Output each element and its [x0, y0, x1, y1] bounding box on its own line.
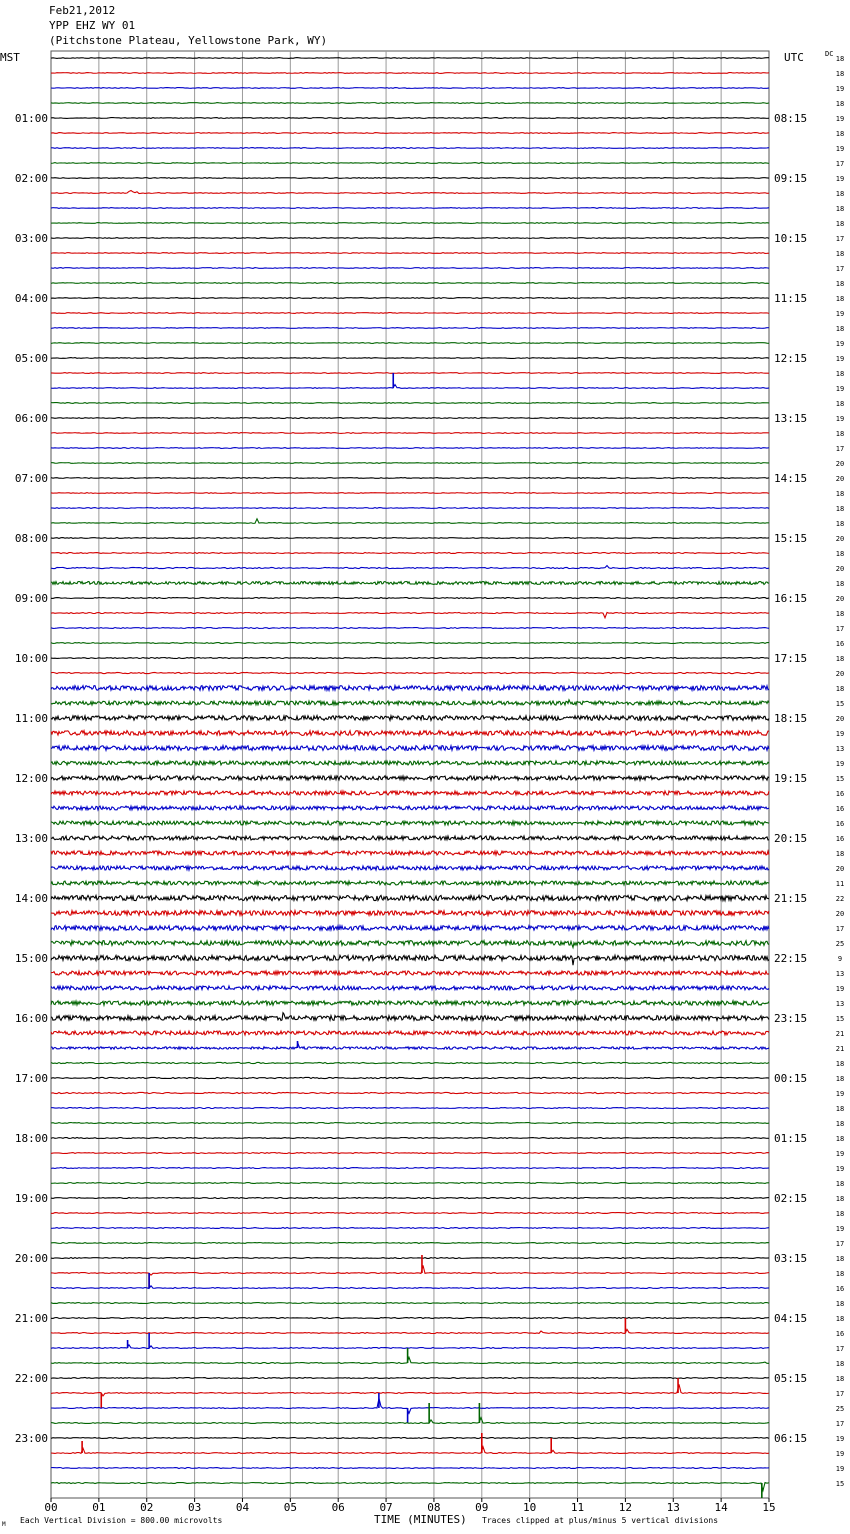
trace-32 — [51, 538, 769, 539]
trace-36 — [51, 598, 769, 599]
trace-50 — [51, 806, 769, 810]
dc-value-95: 15 — [835, 1480, 845, 1488]
trace-22 — [51, 385, 769, 389]
trace-60 — [51, 955, 769, 965]
trace-9 — [51, 191, 769, 194]
utc-hour-label-4: 11:15 — [774, 292, 808, 305]
dc-value-94: 19 — [835, 1465, 845, 1473]
dc-value-60: 9 — [837, 955, 843, 963]
x-tick-label-12: 12 — [618, 1501, 633, 1514]
dc-value-33: 18 — [835, 550, 845, 558]
dc-value-39: 16 — [835, 640, 845, 648]
x-tick-label-00: 00 — [44, 1501, 58, 1514]
trace-33 — [51, 553, 769, 554]
dc-value-24: 19 — [835, 415, 845, 423]
utc-hour-label-1: 08:15 — [774, 112, 808, 125]
utc-hour-label-10: 17:15 — [774, 652, 808, 665]
dc-value-63: 13 — [835, 1000, 845, 1008]
x-tick-label-06: 06 — [331, 1501, 345, 1514]
dc-value-44: 20 — [835, 715, 845, 723]
dc-value-92: 19 — [835, 1435, 845, 1443]
dc-value-55: 11 — [835, 880, 845, 888]
dc-value-82: 16 — [835, 1285, 845, 1293]
utc-hour-label-19: 02:15 — [774, 1192, 808, 1205]
trace-27 — [51, 463, 769, 464]
x-tick-label-10: 10 — [523, 1501, 537, 1514]
x-tick-label-07: 07 — [379, 1501, 393, 1514]
utc-hour-label-8: 15:15 — [774, 532, 808, 545]
dc-value-45: 19 — [835, 730, 845, 738]
dc-value-29: 18 — [835, 490, 845, 498]
utc-hour-label-22: 05:15 — [774, 1372, 808, 1385]
trace-11 — [51, 223, 769, 224]
x-axis-title: TIME (MINUTES) — [374, 1513, 467, 1526]
station-label: YPP EHZ WY 01 — [49, 19, 136, 32]
trace-63 — [51, 1001, 769, 1005]
trace-42 — [51, 686, 769, 691]
trace-54 — [51, 866, 769, 870]
mst-hour-label-23: 23:00 — [14, 1432, 48, 1445]
utc-hour-label-17: 00:15 — [774, 1072, 808, 1085]
trace-65 — [51, 1031, 769, 1035]
dc-value-31: 18 — [835, 520, 845, 528]
mst-hour-label-20: 20:00 — [14, 1252, 48, 1265]
trace-20 — [51, 358, 769, 359]
mst-hour-label-21: 21:00 — [14, 1312, 48, 1325]
trace-62 — [51, 986, 769, 990]
x-tick-label-01: 01 — [92, 1501, 106, 1514]
dc-value-83: 18 — [835, 1300, 845, 1308]
trace-4 — [51, 118, 769, 119]
trace-18 — [51, 328, 769, 329]
dc-value-59: 25 — [835, 940, 845, 948]
trace-66 — [51, 1043, 769, 1049]
mst-hour-label-11: 11:00 — [14, 712, 48, 725]
dc-value-12: 17 — [835, 235, 845, 243]
dc-value-36: 20 — [835, 595, 845, 603]
mst-hour-label-7: 07:00 — [14, 472, 48, 485]
dc-value-32: 20 — [835, 535, 845, 543]
trace-77 — [51, 1213, 769, 1214]
trace-68 — [51, 1077, 769, 1078]
date-label: Feb21,2012 — [49, 4, 116, 17]
utc-hour-label-18: 01:15 — [774, 1132, 808, 1145]
dc-value-11: 18 — [835, 220, 845, 228]
dc-value-10: 18 — [835, 205, 845, 213]
utc-hour-label-5: 12:15 — [774, 352, 808, 365]
trace-72 — [51, 1138, 769, 1139]
trace-85 — [51, 1329, 769, 1333]
clip-note: Traces clipped at plus/minus 5 vertical divisions — [482, 1516, 719, 1525]
trace-43 — [51, 700, 769, 705]
trace-6 — [51, 148, 769, 149]
trace-89 — [51, 1384, 769, 1396]
mst-hour-label-14: 14:00 — [14, 892, 48, 905]
trace-53 — [51, 851, 769, 855]
dc-value-34: 20 — [835, 565, 845, 573]
dc-value-77: 18 — [835, 1210, 845, 1218]
dc-value-71: 18 — [835, 1120, 845, 1128]
mst-hour-label-1: 01:00 — [14, 112, 48, 125]
dc-value-40: 18 — [835, 655, 845, 663]
dc-value-61: 13 — [835, 970, 845, 978]
x-tick-label-08: 08 — [427, 1501, 441, 1514]
trace-90 — [51, 1398, 769, 1413]
trace-1 — [51, 73, 769, 74]
dc-value-8: 19 — [835, 175, 845, 183]
dc-value-3: 18 — [835, 100, 845, 108]
trace-78 — [51, 1228, 769, 1229]
mst-hour-label-9: 09:00 — [14, 592, 48, 605]
trace-44 — [51, 716, 769, 721]
grid-layer — [44, 51, 775, 1514]
corner-mark: M — [2, 1521, 6, 1528]
trace-31 — [51, 519, 769, 524]
dc-value-17: 19 — [835, 310, 845, 318]
dc-label: DC — [825, 50, 834, 58]
trace-91 — [51, 1418, 769, 1424]
trace-74 — [51, 1168, 769, 1169]
trace-10 — [51, 208, 769, 209]
dc-value-58: 17 — [835, 925, 845, 933]
dc-value-51: 16 — [835, 820, 845, 828]
x-tick-label-09: 09 — [475, 1501, 489, 1514]
x-tick-label-02: 02 — [140, 1501, 154, 1514]
dc-value-21: 18 — [835, 370, 845, 378]
utc-hour-label-16: 23:15 — [774, 1012, 808, 1025]
dc-value-91: 17 — [835, 1420, 845, 1428]
mst-zone-label: MST — [0, 51, 20, 64]
dc-value-0: 18 — [835, 55, 845, 63]
trace-94 — [51, 1468, 769, 1469]
mst-hour-label-12: 12:00 — [14, 772, 48, 785]
trace-88 — [51, 1378, 769, 1379]
mst-hour-label-3: 03:00 — [14, 232, 48, 245]
dc-value-1: 18 — [835, 70, 845, 78]
trace-7 — [51, 163, 769, 164]
dc-value-90: 25 — [835, 1405, 845, 1413]
dc-value-62: 19 — [835, 985, 845, 993]
dc-value-4: 19 — [835, 115, 845, 123]
trace-40 — [51, 658, 769, 659]
dc-value-74: 19 — [835, 1165, 845, 1173]
trace-64 — [51, 1013, 769, 1021]
dc-value-87: 18 — [835, 1360, 845, 1368]
mst-hour-label-8: 08:00 — [14, 532, 48, 545]
mst-hour-label-18: 18:00 — [14, 1132, 48, 1145]
dc-value-89: 17 — [835, 1390, 845, 1398]
utc-hour-label-13: 20:15 — [774, 832, 808, 845]
trace-48 — [51, 776, 769, 780]
trace-3 — [51, 103, 769, 104]
x-tick-label-03: 03 — [187, 1501, 202, 1514]
trace-86 — [51, 1345, 769, 1349]
trace-13 — [51, 253, 769, 254]
dc-value-9: 18 — [835, 190, 845, 198]
trace-49 — [51, 791, 769, 795]
dc-value-81: 18 — [835, 1270, 845, 1278]
dc-value-27: 20 — [835, 460, 845, 468]
dc-value-35: 18 — [835, 580, 845, 588]
dc-value-78: 19 — [835, 1225, 845, 1233]
utc-zone-label: UTC — [784, 51, 804, 64]
dc-value-28: 20 — [835, 475, 845, 483]
trace-93 — [51, 1447, 769, 1454]
dc-value-86: 17 — [835, 1345, 845, 1353]
dc-value-66: 21 — [835, 1045, 845, 1053]
x-tick-label-11: 11 — [570, 1501, 585, 1514]
dc-value-6: 19 — [835, 145, 845, 153]
trace-76 — [51, 1198, 769, 1199]
dc-value-25: 18 — [835, 430, 845, 438]
dc-value-46: 13 — [835, 745, 845, 753]
trace-5 — [51, 133, 769, 134]
dc-value-57: 20 — [835, 910, 845, 918]
dc-value-64: 15 — [835, 1015, 845, 1023]
dc-value-70: 18 — [835, 1105, 845, 1113]
dc-value-18: 18 — [835, 325, 845, 333]
trace-57 — [51, 911, 769, 916]
mst-hour-label-16: 16:00 — [14, 1012, 48, 1025]
trace-70 — [51, 1108, 769, 1109]
trace-87 — [51, 1357, 769, 1363]
trace-73 — [51, 1152, 769, 1153]
trace-38 — [51, 628, 769, 629]
dc-value-53: 18 — [835, 850, 845, 858]
trace-37 — [51, 613, 769, 618]
trace-55 — [51, 881, 769, 885]
dc-value-14: 17 — [835, 265, 845, 273]
trace-layer — [15, 55, 844, 1498]
mst-hour-label-2: 02:00 — [14, 172, 48, 185]
trace-16 — [51, 298, 769, 299]
utc-hour-label-6: 13:15 — [774, 412, 808, 425]
dc-value-72: 18 — [835, 1135, 845, 1143]
trace-69 — [51, 1092, 769, 1093]
dc-value-22: 19 — [835, 385, 845, 393]
utc-hour-label-20: 03:15 — [774, 1252, 808, 1265]
trace-0 — [51, 58, 769, 59]
dc-value-19: 19 — [835, 340, 845, 348]
trace-82 — [51, 1286, 769, 1289]
dc-value-5: 18 — [835, 130, 845, 138]
trace-29 — [51, 493, 769, 494]
dc-value-16: 18 — [835, 295, 845, 303]
dc-value-84: 18 — [835, 1315, 845, 1323]
trace-52 — [51, 836, 769, 840]
x-tick-label-14: 14 — [714, 1501, 728, 1514]
utc-hour-label-7: 14:15 — [774, 472, 808, 485]
utc-hour-label-3: 10:15 — [774, 232, 808, 245]
trace-84 — [51, 1318, 769, 1319]
trace-56 — [51, 895, 769, 900]
trace-23 — [51, 403, 769, 404]
trace-45 — [51, 731, 769, 736]
trace-61 — [51, 971, 769, 975]
utc-hour-label-9: 16:15 — [774, 592, 808, 605]
x-tick-label-15: 15 — [762, 1501, 776, 1514]
dc-value-43: 15 — [835, 700, 845, 708]
trace-19 — [51, 343, 769, 344]
label-layer — [0, 50, 833, 1528]
dc-value-15: 18 — [835, 280, 845, 288]
trace-47 — [51, 761, 769, 765]
trace-14 — [51, 268, 769, 269]
dc-value-75: 18 — [835, 1180, 845, 1188]
dc-value-38: 17 — [835, 625, 845, 633]
dc-value-50: 16 — [835, 805, 845, 813]
dc-value-73: 19 — [835, 1150, 845, 1158]
x-tick-label-13: 13 — [666, 1501, 680, 1514]
dc-value-41: 20 — [835, 670, 845, 678]
trace-28 — [51, 478, 769, 479]
mst-hour-label-4: 04:00 — [14, 292, 48, 305]
trace-67 — [51, 1062, 769, 1063]
mst-hour-label-6: 06:00 — [14, 412, 48, 425]
trace-34 — [51, 566, 769, 569]
utc-hour-label-11: 18:15 — [774, 712, 808, 725]
trace-25 — [51, 433, 769, 434]
trace-39 — [51, 643, 769, 644]
trace-80 — [51, 1258, 769, 1259]
trace-41 — [51, 672, 769, 673]
mst-hour-label-13: 13:00 — [14, 832, 48, 845]
trace-75 — [51, 1183, 769, 1184]
scale-note: Each Vertical Division = 800.00 microvolts — [20, 1516, 223, 1525]
x-tick-label-04: 04 — [235, 1501, 250, 1514]
utc-hour-label-2: 09:15 — [774, 172, 808, 185]
dc-value-93: 19 — [835, 1450, 845, 1458]
trace-79 — [51, 1243, 769, 1244]
trace-71 — [51, 1123, 769, 1124]
mst-hour-label-19: 19:00 — [14, 1192, 48, 1205]
dc-value-69: 19 — [835, 1090, 845, 1098]
dc-value-68: 18 — [835, 1075, 845, 1083]
mst-hour-label-10: 10:00 — [14, 652, 48, 665]
trace-35 — [51, 582, 769, 585]
dc-value-52: 16 — [835, 835, 845, 843]
trace-59 — [51, 941, 769, 948]
dc-value-23: 18 — [835, 400, 845, 408]
mst-hour-label-5: 05:00 — [14, 352, 48, 365]
dc-value-49: 16 — [835, 790, 845, 798]
trace-51 — [51, 821, 769, 825]
dc-value-65: 21 — [835, 1030, 845, 1038]
utc-hour-label-15: 22:15 — [774, 952, 808, 965]
location-label: (Pitchstone Plateau, Yellowstone Park, WY) — [49, 34, 328, 47]
trace-83 — [51, 1303, 769, 1304]
dc-value-79: 17 — [835, 1240, 845, 1248]
dc-value-48: 15 — [835, 775, 845, 783]
dc-value-47: 19 — [835, 760, 845, 768]
dc-value-42: 18 — [835, 685, 845, 693]
trace-17 — [51, 313, 769, 314]
dc-value-54: 20 — [835, 865, 845, 873]
trace-12 — [51, 238, 769, 239]
trace-46 — [51, 746, 769, 751]
dc-value-30: 18 — [835, 505, 845, 513]
trace-95 — [51, 1483, 769, 1491]
trace-24 — [51, 418, 769, 419]
trace-2 — [51, 88, 769, 89]
trace-8 — [51, 178, 769, 179]
trace-26 — [51, 448, 769, 449]
dc-value-88: 18 — [835, 1375, 845, 1383]
utc-hour-label-14: 21:15 — [774, 892, 808, 905]
dc-value-7: 17 — [835, 160, 845, 168]
trace-92 — [51, 1438, 769, 1439]
dc-value-20: 19 — [835, 355, 845, 363]
trace-30 — [51, 508, 769, 509]
utc-hour-label-21: 04:15 — [774, 1312, 808, 1325]
trace-15 — [51, 283, 769, 284]
mst-hour-label-17: 17:00 — [14, 1072, 48, 1085]
dc-value-80: 18 — [835, 1255, 845, 1263]
dc-value-2: 19 — [835, 85, 845, 93]
mst-hour-label-15: 15:00 — [14, 952, 48, 965]
dc-value-76: 18 — [835, 1195, 845, 1203]
dc-value-67: 18 — [835, 1060, 845, 1068]
mst-hour-label-22: 22:00 — [14, 1372, 48, 1385]
utc-hour-label-12: 19:15 — [774, 772, 808, 785]
dc-value-26: 17 — [835, 445, 845, 453]
trace-21 — [51, 373, 769, 374]
dc-value-56: 22 — [835, 895, 845, 903]
dc-value-37: 18 — [835, 610, 845, 618]
x-tick-label-05: 05 — [283, 1501, 297, 1514]
trace-81 — [51, 1265, 769, 1275]
trace-58 — [51, 926, 769, 931]
dc-value-85: 16 — [835, 1330, 845, 1338]
utc-hour-label-23: 06:15 — [774, 1432, 808, 1445]
dc-value-13: 18 — [835, 250, 845, 258]
